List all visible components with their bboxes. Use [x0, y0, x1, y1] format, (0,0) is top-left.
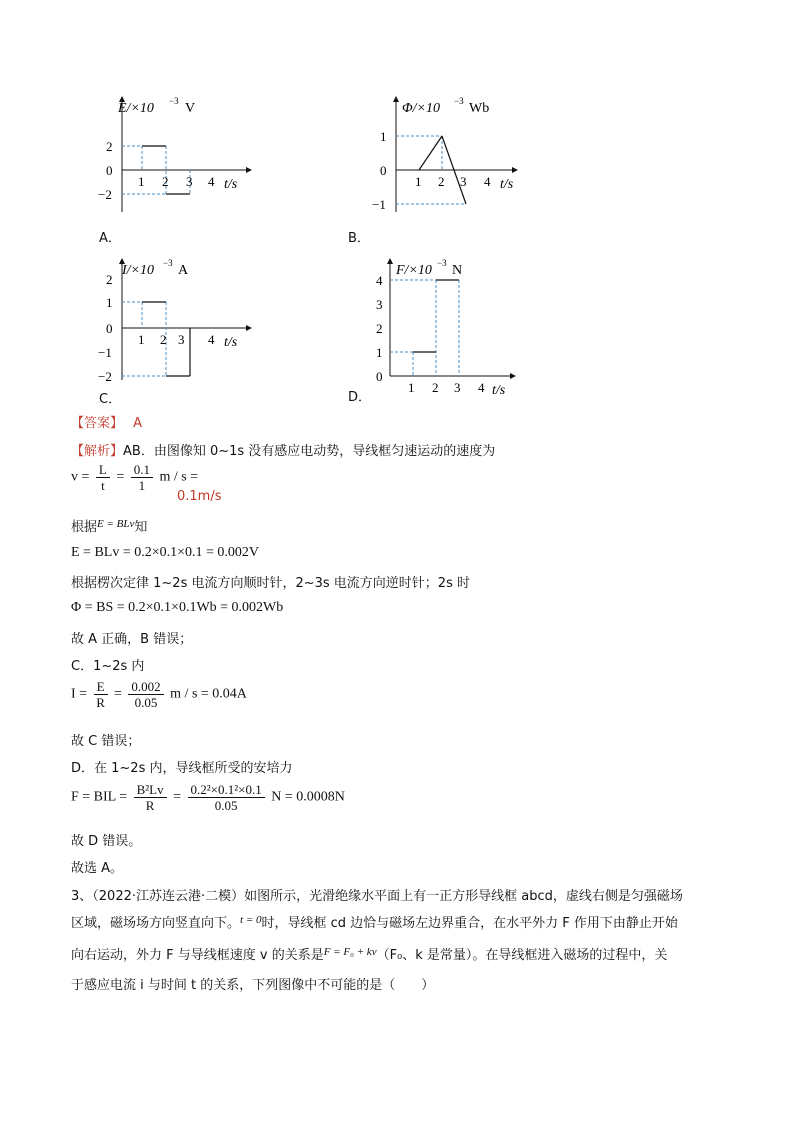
graph-d-ytick: 0 — [376, 369, 383, 384]
graph-a-ytick: −2 — [98, 187, 112, 202]
graph-d-xtick: 4 — [478, 380, 485, 394]
i-lhs: I = — [71, 686, 88, 702]
q3-line-2 — [71, 912, 678, 931]
graph-c-axis-unit: A — [178, 263, 189, 278]
graph-d-x-arrow — [510, 373, 516, 379]
graph-b-xtick: 4 — [484, 174, 491, 189]
q3-t-zero: t = 0 — [240, 914, 262, 926]
q3-line2-b: 时，导线框 cd 边恰与磁场左边界重合，在水平外力 F 作用下由静止开始 — [261, 916, 678, 931]
q3-line-4: 于感应电流 i 与时间 t 的关系，下列图像中不可能的是（ ） — [71, 978, 435, 993]
graph-d-ytick: 1 — [376, 345, 383, 360]
graph-b-ytick: −1 — [372, 197, 386, 212]
i-frac2-num: 0.002 — [128, 679, 163, 695]
i-fraction-2 — [128, 679, 163, 710]
v-fraction-1 — [96, 462, 110, 493]
graph-d-axis-unit: N — [452, 263, 463, 278]
graph-c-xtick: 3 — [178, 332, 185, 347]
f-tail: N = 0.0008N — [271, 789, 345, 805]
graph-b-ytick: 0 — [380, 163, 387, 178]
q3-line3-a: 向右运动，外力 F 与导线框速度 v 的关系是 — [71, 948, 324, 963]
graph-c-xtick: 1 — [138, 332, 145, 347]
v-unit: m / s = — [159, 469, 199, 485]
graph-a-xtick: 2 — [162, 174, 169, 189]
graph-d-xtick: 3 — [454, 380, 461, 394]
graph-d-ytick: 2 — [376, 321, 383, 336]
c-conclusion: 故 C 错误； — [71, 734, 141, 749]
c-heading: C．1~2s 内 — [71, 659, 145, 674]
option-b-label: B． — [348, 231, 370, 246]
option-a-label: A． — [99, 231, 121, 246]
graph-c-ytick: 0 — [106, 321, 113, 336]
graph-a-x-arrow — [246, 167, 252, 173]
option-d-label: D． — [348, 390, 372, 405]
law-formula: E = BLv — [97, 518, 135, 530]
graph-c-ytick: 2 — [106, 272, 113, 287]
v-frac2-num: 0.1 — [131, 462, 153, 478]
f-fraction-2 — [188, 782, 265, 813]
q3-line2-a: 区域，磁场场方向竖直向下。 — [71, 916, 241, 931]
f-frac2-den: 0.05 — [214, 798, 238, 813]
graph-a-ytick: 2 — [106, 139, 113, 154]
analysis-label: 【解析】 — [71, 444, 124, 459]
graph-c-x-arrow — [246, 325, 252, 331]
law-post: 知 — [134, 520, 148, 535]
final-choice: 故选 A。 — [71, 861, 124, 876]
flux-equation: Φ = BS = 0.2×0.1×0.1Wb = 0.002Wb — [71, 600, 284, 615]
answer-value: A — [133, 416, 143, 431]
q3-line-1: 3、（2022·江苏连云港·二模）如图所示，光滑绝缘水平面上有一正方形导线框 abcd，虚线右侧是匀强磁场 — [71, 889, 683, 904]
graph-a-xtick: 1 — [138, 174, 145, 189]
v-eq: = — [116, 469, 125, 485]
graph-c-xtick: 2 — [160, 332, 167, 347]
d-heading: D．在 1~2s 内，导线框所受的安培力 — [71, 761, 293, 776]
f-frac2-num: 0.2²×0.1²×0.1 — [188, 782, 265, 798]
graph-c-ytick: −1 — [98, 345, 112, 360]
f-frac1-num: B²Lv — [134, 782, 167, 798]
graph-d-ytick: 3 — [376, 297, 383, 312]
graph-d-ytick: 4 — [376, 273, 383, 288]
lenz-line: 根据楞次定律 1~2s 电流方向顺时针，2~3s 电流方向逆时针；2s 时 — [71, 576, 470, 591]
law-line — [71, 516, 147, 535]
f-eq: = — [173, 789, 182, 805]
graph-b-xtick: 2 — [438, 174, 445, 189]
analysis-intro-text: AB．由图像知 0~1s 没有感应电动势，导线框匀速运动的速度为 — [123, 444, 496, 459]
answer-label: 【答案】 — [71, 416, 124, 431]
graph-d-axis-label: F/×10 — [396, 263, 432, 278]
graph-b-y-arrow — [393, 96, 399, 102]
f-fraction-1 — [134, 782, 167, 813]
force-equation — [71, 782, 345, 813]
graph-b-axis-unit: Wb — [469, 101, 490, 116]
q3-line3-b: （F₀、k 是常量）。在导线框进入磁场的过程中，关 — [376, 948, 668, 963]
graph-c-t-label: t/s — [224, 335, 238, 350]
graph-b-axis-exp: −3 — [454, 96, 464, 106]
graph-a-axis-unit: V — [185, 101, 196, 116]
graph-c-ytick: −2 — [98, 369, 112, 384]
graph-b-t-label: t/s — [500, 177, 514, 192]
v-frac1-num: L — [96, 462, 110, 478]
graph-c-xtick: 4 — [208, 332, 215, 347]
q3-line-3 — [71, 944, 667, 963]
i-tail: m / s = 0.04A — [170, 686, 247, 702]
i-frac1-num: E — [94, 679, 108, 695]
graph-c-ytick: 1 — [106, 295, 113, 310]
velocity-result: 0.1m/s — [177, 489, 222, 504]
graph-c-axis-exp: −3 — [163, 258, 173, 268]
graph-d-xtick: 2 — [432, 380, 439, 394]
graph-d-xtick: 1 — [408, 380, 415, 394]
f-frac1-den: R — [145, 798, 155, 813]
graph-a-axis-exp: −3 — [169, 96, 179, 106]
graph-a-xtick: 4 — [208, 174, 215, 189]
law-pre: 根据 — [71, 520, 98, 535]
d-conclusion: 故 D 错误。 — [71, 834, 142, 849]
i-fraction-1 — [94, 679, 108, 710]
graph-c-svg — [96, 254, 276, 384]
graph-a-xtick: 3 — [186, 174, 193, 189]
current-equation — [71, 679, 247, 710]
v-frac1-den: t — [101, 478, 105, 493]
graph-b-axis-label: Φ/×10 — [402, 101, 440, 116]
graph-b-ytick: 1 — [380, 129, 387, 144]
answer-line — [71, 412, 142, 431]
v-frac2-den: 1 — [138, 478, 146, 493]
graph-b — [372, 92, 562, 222]
graph-d-y-arrow — [387, 258, 393, 264]
ab-conclusion: 故 A 正确，B 错误； — [71, 632, 193, 647]
graph-b-xtick: 3 — [460, 174, 467, 189]
option-c-label: C． — [99, 392, 122, 407]
emf-equation: E = BLv = 0.2×0.1×0.1 = 0.002V — [71, 545, 260, 560]
graph-a-svg — [96, 92, 276, 222]
graph-b-xtick: 1 — [415, 174, 422, 189]
q3-force-formula: F = F₀ + kv — [323, 946, 377, 958]
graph-c — [96, 254, 276, 384]
graph-b-x-arrow — [512, 167, 518, 173]
v-lhs: v = — [71, 469, 90, 485]
i-frac1-den: R — [96, 695, 105, 710]
graph-c-axis-label: I/×10 — [122, 263, 154, 278]
i-eq: = — [114, 686, 122, 702]
graph-d-svg — [370, 254, 550, 394]
graph-b-svg — [372, 92, 562, 222]
graph-a-t-label: t/s — [224, 177, 238, 192]
v-fraction-2 — [131, 462, 153, 493]
graph-d-t-label: t/s — [492, 383, 506, 394]
graph-b-line-rise — [419, 136, 442, 170]
graph-a-ytick: 0 — [106, 163, 113, 178]
graph-a — [96, 92, 276, 222]
i-frac2-den: 0.05 — [134, 695, 158, 710]
analysis-intro — [71, 440, 495, 459]
graph-d-axis-exp: −3 — [437, 258, 447, 268]
f-lhs: F = BIL = — [71, 789, 128, 805]
graph-a-axis-label: E/×10 — [118, 101, 154, 116]
graph-d — [370, 254, 550, 394]
